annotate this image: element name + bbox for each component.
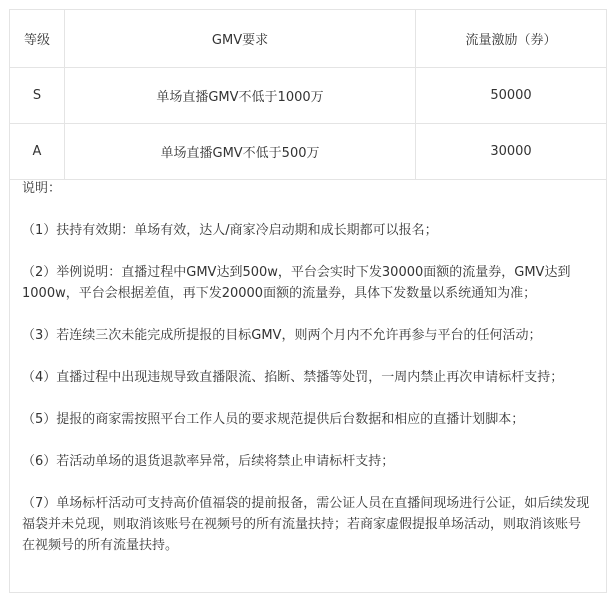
note-item: （2）举例说明：直播过程中GMV达到500w，平台会实时下发30000面额的流量券，GMV达到1000w，平台会根据差值，再下发20000面额的流量券，具体下发数量以系统通知为准； — [22, 265, 571, 301]
cell-level: A — [10, 124, 65, 180]
table-row — [10, 68, 607, 124]
note-item: （3）若连续三次未能完成所提报的目标GMV，则两个月内不允许再参与平台的任何活动； — [22, 328, 542, 343]
cell-reward: 30000 — [416, 124, 607, 180]
cell-gmv: 单场直播GMV不低于1000万 — [65, 68, 416, 124]
incentive-table — [9, 9, 607, 180]
notes-title: 说明： — [22, 181, 62, 196]
cell-gmv: 单场直播GMV不低于500万 — [65, 124, 416, 180]
note-item: （6）若活动单场的退货退款率异常，后续将禁止申请标杆支持； — [22, 454, 395, 469]
note-item: （1）扶持有效期：单场有效，达人/商家冷启动期和成长期都可以报名； — [22, 223, 438, 238]
note-item: （7）单场标杆活动可支持高价值福袋的提前报备，需公证人员在直播间现场进行公证，如后续发现福袋并未兑现，则取消该账号在视频号的所有流量扶持；若商家虚假提报单场活动，则取消该账号在视频号的所有流量扶持。 — [22, 496, 590, 553]
header-reward: 流量激励（券） — [416, 10, 607, 68]
header-gmv: GMV要求 — [65, 10, 416, 68]
table-row — [10, 124, 607, 180]
note-item: （4）直播过程中出现违规导致直播限流、掐断、禁播等处罚，一周内禁止再次申请标杆支持； — [22, 370, 564, 385]
cell-reward: 50000 — [416, 68, 607, 124]
note-item: （5）提报的商家需按照平台工作人员的要求规范提供后台数据和相应的直播计划脚本； — [22, 412, 525, 427]
header-level: 等级 — [10, 10, 65, 68]
notes-section — [22, 178, 592, 577]
table-header-row — [10, 10, 607, 68]
cell-level: S — [10, 68, 65, 124]
